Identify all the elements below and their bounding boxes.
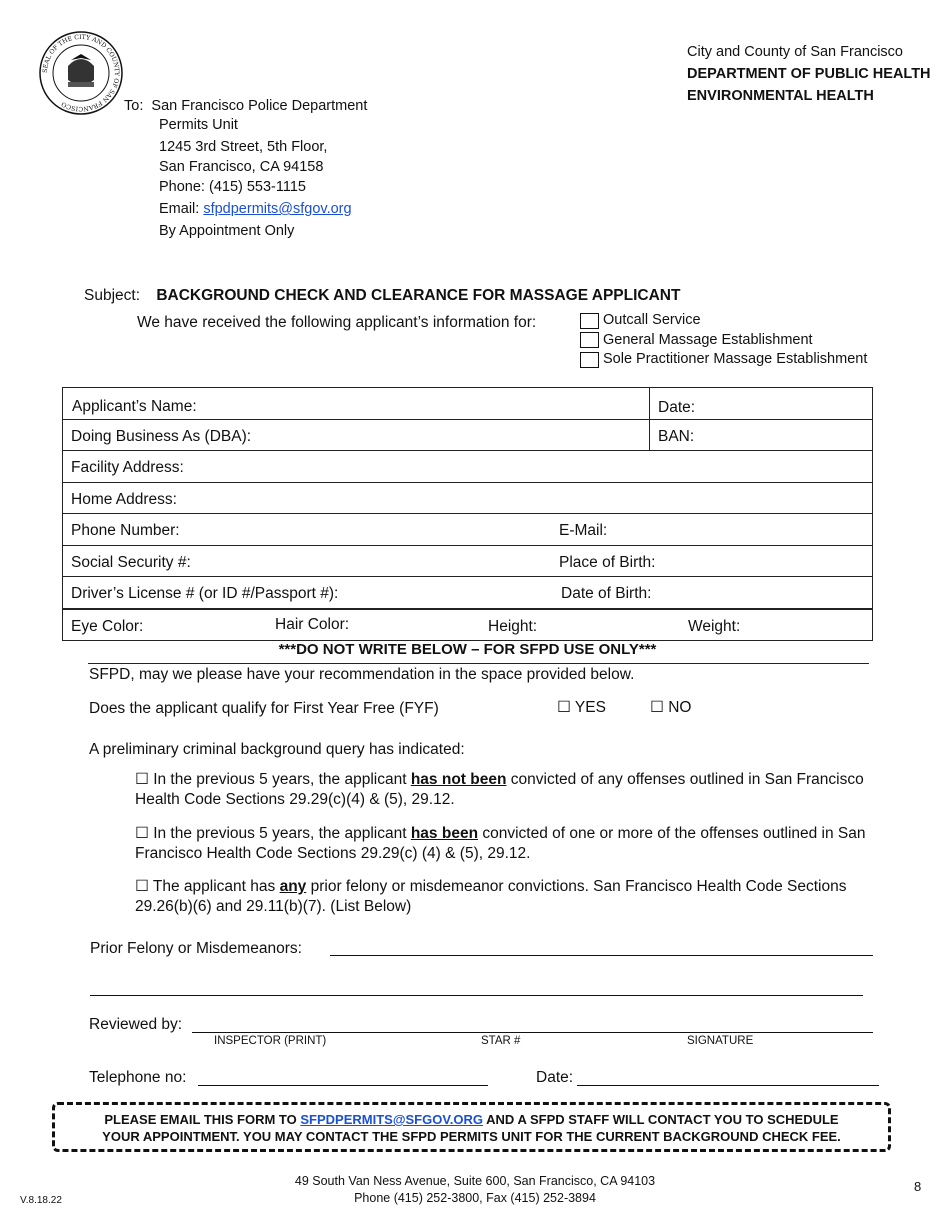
dob-label: Date of Birth: (561, 585, 652, 602)
department-header (687, 41, 931, 107)
footer-address: 49 South Van Ness Avenue, Suite 600, San Francisco, CA 94103 (294, 1174, 656, 1188)
opt3-post: prior felony or misdemeanor convictions. San Francisco Health Code Sections 29.26(b)(6) and 29.11(b)(7). (List Below) (135, 878, 847, 915)
opt1-pre: ☐ In the previous 5 years, the applicant (135, 771, 411, 788)
sfpd-date-input-line[interactable] (577, 1085, 879, 1086)
phone-label: Phone Number: (71, 522, 180, 539)
notice-email-link[interactable]: SFPDPERMITS@SFGOV.ORG (300, 1112, 484, 1127)
subject-line (84, 287, 680, 305)
to-address-block (124, 96, 367, 241)
row-phone[interactable] (63, 514, 872, 546)
reviewed-input-line[interactable] (192, 1032, 873, 1033)
checkbox[interactable] (580, 352, 599, 368)
row-dba[interactable] (63, 420, 872, 452)
city-seal (38, 30, 124, 116)
to-phone: Phone: (415) 553-1115 (159, 179, 306, 195)
option-general[interactable] (580, 331, 867, 351)
star-caption: STAR # (481, 1035, 521, 1047)
ssn-label: Social Security #: (71, 553, 191, 571)
header-city: City and County of San Francisco (687, 44, 903, 60)
option-outcall[interactable] (580, 311, 867, 331)
to-street: 1245 3rd Street, 5th Floor, (159, 139, 328, 155)
applicant-info-table (62, 387, 873, 641)
subject-label: Subject: (84, 287, 141, 304)
prior-input-line-2[interactable] (90, 995, 863, 996)
prelim-text: A preliminary criminal background query has indicated: (89, 741, 465, 758)
row-ssn[interactable] (63, 546, 872, 578)
option-label: Outcall Service (603, 312, 701, 328)
dl-label: Driver’s License # (or ID #/Passport #): (71, 585, 339, 602)
opt2-emphasis: has been (410, 825, 479, 842)
checkbox[interactable] (580, 313, 599, 329)
to-label: To: (124, 98, 144, 114)
option-convicted[interactable] (135, 824, 905, 864)
inspector-caption: INSPECTOR (PRINT) (214, 1035, 327, 1047)
header-dept: DEPARTMENT OF PUBLIC HEALTH (687, 66, 931, 82)
to-email-label: Email: (159, 201, 200, 217)
home-label: Home Address: (71, 490, 177, 508)
telephone-input-line[interactable] (198, 1085, 488, 1086)
notice-post: AND A SFPD STAFF WILL CONTACT YOU TO SCHEDULE (483, 1112, 839, 1127)
footer-phone: Phone (415) 252-3800, Fax (415) 252-3894 (354, 1191, 596, 1205)
opt1-post: convicted of any offenses outlined in San Francisco Health Code Sections 29.29(c)(4) & (5), 29.12. (135, 771, 864, 808)
opt1-emphasis: has not been (410, 771, 507, 788)
applicant-name-label: Applicant’s Name: (72, 398, 197, 415)
facility-label: Facility Address: (71, 459, 184, 476)
prior-input-line[interactable] (330, 955, 873, 956)
row-name[interactable] (63, 388, 872, 420)
date-label: Date: (658, 399, 696, 416)
option-sole[interactable] (580, 350, 867, 370)
fyf-yes-option[interactable]: ☐ YES (557, 699, 606, 716)
option-prior-convictions[interactable] (135, 877, 880, 917)
row-physical[interactable] (63, 609, 872, 641)
received-text: We have received the following applicant’s information for: (137, 314, 537, 331)
sfpd-request: SFPD, may we please have your recommendation in the space provided below. (89, 666, 635, 683)
eye-label: Eye Color: (71, 617, 144, 635)
header-division: ENVIRONMENTAL HEALTH (687, 88, 874, 104)
seal-text: SEAL OF THE CITY AND COUNTY OF SAN FRANCISCO (41, 33, 121, 113)
to-org: San Francisco Police Department (151, 98, 368, 114)
page-number: 8 (914, 1179, 922, 1194)
telephone-label: Telephone no: (89, 1069, 187, 1086)
row-home[interactable] (63, 483, 872, 515)
fyf-no-option[interactable]: ☐ NO (650, 699, 692, 716)
opt2-pre: ☐ In the previous 5 years, the applicant (135, 825, 411, 842)
height-label: Height: (488, 617, 538, 635)
hair-label: Hair Color: (275, 615, 350, 633)
sfpd-banner: ***DO NOT WRITE BELOW – FOR SFPD USE ONLY*** (278, 641, 657, 658)
to-unit: Permits Unit (159, 117, 238, 133)
to-note: By Appointment Only (159, 223, 295, 239)
option-label: General Massage Establishment (603, 331, 813, 348)
to-city: San Francisco, CA 94158 (159, 159, 324, 175)
notice-line2: YOUR APPOINTMENT. YOU MAY CONTACT THE SFPD PERMITS UNIT FOR THE CURRENT BACKGROUND CHECK FEE. (102, 1129, 841, 1144)
service-options (580, 311, 867, 370)
notice-pre: PLEASE EMAIL THIS FORM TO (104, 1112, 301, 1127)
dba-label: Doing Business As (DBA): (71, 427, 252, 445)
row-dl[interactable] (63, 577, 872, 609)
subject-title: BACKGROUND CHECK AND CLEARANCE FOR MASSAGE APPLICANT (156, 287, 681, 304)
reviewed-label: Reviewed by: (89, 1016, 183, 1033)
prior-label: Prior Felony or Misdemeanors: (90, 940, 302, 957)
to-email-link[interactable]: sfpdpermits@sfgov.org (203, 201, 352, 217)
ban-label: BAN: (658, 427, 695, 445)
fyf-question: Does the applicant qualify for First Year Free (FYF) (89, 700, 439, 717)
sfpd-date-label: Date: (536, 1069, 574, 1086)
row-facility[interactable] (63, 451, 872, 483)
opt2-post: convicted of one or more of the offenses outlined in San Francisco Health Code Sections 29.29(c) (4) & (5), 29.12. (135, 825, 866, 862)
option-label: Sole Practitioner Massage Establishment (603, 351, 868, 367)
option-not-convicted[interactable] (135, 770, 905, 810)
footer (0, 1173, 950, 1207)
opt3-emphasis: any (279, 878, 307, 895)
version-label: V.8.18.22 (20, 1195, 62, 1206)
pob-label: Place of Birth: (559, 553, 656, 571)
weight-label: Weight: (688, 617, 741, 635)
email-label: E-Mail: (559, 522, 608, 539)
email-notice-box (52, 1102, 891, 1152)
divider (88, 663, 869, 664)
checkbox[interactable] (580, 332, 599, 348)
signature-caption: SIGNATURE (687, 1035, 754, 1047)
opt3-pre: ☐ The applicant has (135, 878, 280, 895)
